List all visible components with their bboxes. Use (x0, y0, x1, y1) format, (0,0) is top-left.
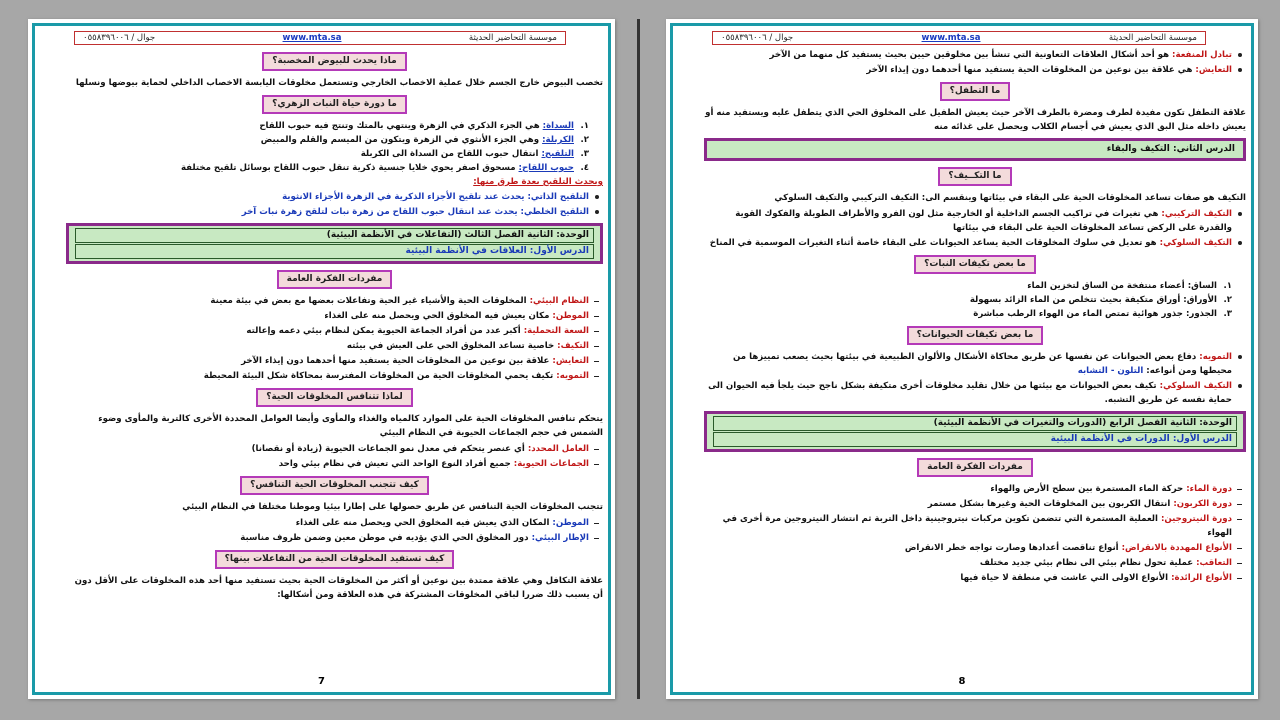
list-item: التلقيح الذاتي: يحدث عند تلقيح الأجزاء الذكرية في الزهرة الأجزاء الانثوية (66, 190, 589, 204)
question-heading: ما دورة حياة النبات الزهري؟ (262, 95, 407, 114)
list-item: الموطن: مكان يعيش فيه المخلوق الحي ويحصل منه على الغذاء (66, 309, 589, 323)
page-number: 8 (958, 676, 966, 687)
list-item: النظام البيئي: المخلوقات الحية والأشياء غير الحية وتفاعلات بعضها مع بعض في بيئة معينة (66, 294, 589, 308)
question-heading: لماذا تتنافس المخلوقات الحية؟ (256, 388, 413, 407)
list-item: التمويه: تكيف يحمي المخلوقات الحية من المخلوقات المفترسة بمحاكاة شكل البيئة المحيطة (66, 369, 589, 383)
paragraph: تتجنب المخلوقات الحية التنافس عن طريق حصولها على إطارا بيئيا وموطنا مختلفا في النظام البيئي (182, 502, 603, 512)
page-7 (28, 19, 615, 699)
unit-banner (704, 411, 1246, 452)
question-heading: كيف تستفيد المخلوقات الحية من التفاعلات بينها؟ (215, 550, 455, 569)
page-content (704, 47, 1246, 586)
header-phone: جوال / ٠٥٥٨٣٩٦٠٠٦ (721, 33, 794, 43)
header-url[interactable]: www.mta.sa (282, 33, 342, 43)
page-header (712, 31, 1206, 45)
lesson-title: الدرس الأول: الدورات في الأنظمة البيئية (713, 432, 1237, 447)
list-item: التلقيح الخلطي: يحدث عند انتقال حبوب اللقاح من زهرة نبات لتلقح زهرة نبات آخر (66, 205, 589, 219)
list-item: ٢. الكربلة: وهي الجزء الأنثوي في الزهرة ويتكون من الميسم والقلم والمبيض (260, 135, 589, 145)
paragraph: علاقة التطفل تكون مفيدة لطرف ومضرة بالطرف الآخر حيث يعيش الطفيل على المخلوق الحي الذي يتطفل عليه ويستفيد منه أو يعيش داخله مثل البق الذي يعيش في أجسام الكلاب ويحصل على غذائه منه (705, 108, 1246, 132)
list-item: التعاقب: عملية تحول نظام بيئي الى نظام بيئي جديد مختلف (704, 556, 1232, 570)
question-heading: مفردات الفكرة العامة (277, 270, 393, 289)
list-item: الأنواع الرائدة: الأنواع الاولى التي عاشت في منطقة لا حياة فيها (704, 571, 1232, 585)
list-item: ٣. الجذور: جذور هوائية تمتص الماء من الهواء الرطب مباشرة (973, 309, 1232, 319)
list-item: الموطن: المكان الذي يعيش فيه المخلوق الحي ويحصل منه على الغذاء (66, 516, 589, 530)
adapt-list (704, 207, 1246, 250)
page-header (74, 31, 566, 45)
list-item: ١. الساق: أعضاء منتفخة من الساق لتخزين الماء (1027, 281, 1232, 291)
header-org: موسسة التحاضير الحديثة (468, 33, 557, 43)
list-item: دورة الكربون: انتقال الكربون بين المخلوقات الحية وغيرها بشكل مستمر (704, 497, 1232, 511)
question-heading: كيف تتجنب المخلوقات الحية التنافس؟ (240, 476, 429, 495)
list-item: تبادل المنفعة: هو أحد أشكال العلاقات التعاونية التي تنشأ بين مخلوقين حيين بحيث يستفيد كل منهما من الآخر (704, 48, 1232, 62)
lesson-banner: الدرس الثاني: التكيف والبقاء (704, 138, 1246, 161)
list-item: التعايش: علاقة بين نوعين من المخلوقات الحية يستفيد منها أحدهما دون إيذاء الآخر (66, 354, 589, 368)
question-heading: ما التطفل؟ (940, 82, 1011, 101)
question-heading: مفردات الفكرة العامة (917, 458, 1033, 477)
list-item: العامل المحدد: أي عنصر يتحكم في معدل نمو الجماعات الحيوية (زيادة أو نقصانا) (66, 442, 589, 456)
pollination-list (66, 190, 603, 219)
list-item: الإطار البيئي: دور المخلوق الحي الذي يؤديه في موطن معين وضمن ظروف مناسبة (66, 531, 589, 545)
lesson-title: الدرس الأول: العلاقات في الأنظمة البيئية (75, 244, 594, 259)
avoid-list (66, 516, 603, 545)
plants-list (704, 279, 1246, 321)
question-heading: ما بعض تكيفات الحيوانات؟ (907, 326, 1044, 345)
paragraph: تخصب البيوض خارج الجسم خلال عملية الاخصاب الخارجي وتستعمل مخلوقات اليابسة الاخصاب الداخلي لحماية بيوضها ونسلها (75, 78, 603, 88)
list-item: التكيف التركيبي: هي تغيرات في تراكيب الجسم الداخلية أو الخارجية مثل لون الفرو والأطراف الطويلة والفكوك القوية والقدرة على الركض تساعد المخلوقات الحية على البقاء في بيئاتها (704, 207, 1232, 235)
unit-title: الوحدة: الثانية الفصل الثالث (التفاعلات في الأنظمة البيئية) (75, 228, 594, 243)
list-item: التكيف السلوكي: هو تعديل في سلوك المخلوقات الحية يساعد الحيوانات على البقاء خاصة أثناء التغيرات الموسمية في المناخ (704, 236, 1232, 250)
list-item: التكيف السلوكي: تكيف بعض الحيوانات مع بيئتها من خلال تقليد مخلوقات أخرى متكيفة بشكل ناجح حيث يلجأ فيه الحيوان الى حماية نفسه عن طريق التشبه. (704, 379, 1232, 407)
list-item: دورة النيتروجين: العملية المستمرة التي تتضمن تكوين مركبات نيتروجينية داخل التربة ثم انتشار النيتروجين مرة أخرى في الهواء (704, 512, 1232, 540)
list-item: ٤. حبوب اللقاح: مسحوق اصفر يحوي خلايا جنسية ذكرية تنقل حبوب اللقاح بوسائل تلقيح مختلفة (180, 163, 589, 173)
flower-list (66, 119, 603, 175)
page-gutter (637, 19, 640, 699)
list-item: التمويه: دفاع بعض الحيوانات عن نفسها عن طريق محاكاة الأشكال والألوان الطبيعية في بيئتها بحيث يصعب تمييزها من محيطها ومن أنواعه: التلون - التشابه (704, 350, 1232, 378)
paragraph: علاقة التكافل وهي علاقة ممتدة بين نوعين أو أكثر من المخلوقات الحية بحيث تستفيد منها أحد هذه المخلوقات على الأقل دون أن يسبب ذلك ضررا لباقي المخلوقات المشتركة في هذه العلاقة ومن أشكالها: (74, 576, 603, 600)
page-content (66, 47, 603, 604)
relation-list (704, 48, 1246, 77)
list-item: التكيف: خاصية تساعد المخلوق الحي على العيش في بيئته (66, 339, 589, 353)
list-item: دورة الماء: حركة الماء المستمرة بين سطح الأرض والهواء (704, 482, 1232, 496)
unit-banner (66, 223, 603, 264)
vocab-list (66, 294, 603, 383)
header-url[interactable]: www.mta.sa (921, 33, 981, 43)
list-item: الأنواع المهددة بالانقراض: أنواع تناقصت أعدادها وصارت تواجه خطر الانقراض (704, 541, 1232, 555)
page-number: 7 (318, 676, 325, 687)
question-heading: ماذا يحدث للبيوض المخصبة؟ (262, 52, 407, 71)
paragraph: يتحكم تنافس المخلوقات الحية على الموارد كالمياه والغذاء والمأوى وأيضا العوامل المحددة الأخرى كالتربة والمأوى وضوء الشمس في حجم الجماعات الحيوية في النظام البيئي (98, 414, 603, 438)
pollination-note: ويحدث التلقيح بعدة طرق منها: (473, 177, 603, 187)
header-phone: جوال / ٠٥٥٨٣٩٦٠٠٦ (83, 33, 156, 43)
list-item: ٣. التلقيح: انتقال حبوب اللقاح من السداة الى الكربلة (360, 149, 589, 159)
list-item: ١. السداة: هي الجزء الذكري في الزهرة وينتهي بالمتك وتنتج فيه حبوب اللقاح (259, 121, 589, 131)
page-8 (666, 19, 1258, 699)
animals-list (704, 350, 1246, 407)
header-org: موسسة التحاضير الحديثة (1108, 33, 1197, 43)
compete-list (66, 442, 603, 471)
list-item: السعة التحملية: أكبر عدد من أفراد الجماعة الحيوية يمكن لنظام بيئي دعمه وإعالته (66, 324, 589, 338)
unit-title: الوحدة: الثانية الفصل الرابع (الدورات والتغيرات في الأنظمة البيئية) (713, 416, 1237, 431)
list-item: التعايش: هي علاقة بين نوعين من المخلوقات الحية يستفيد منها أحدهما دون إيذاء الآخر (704, 63, 1232, 77)
paragraph: التكيف هو صفات تساعد المخلوقات الحية على البقاء في بيئاتها وينقسم الى: التكيف التركيبي والتكيف السلوكي (774, 193, 1246, 203)
list-item: الجماعات الحيوية: جميع أفراد النوع الواحد التي تعيش في نظام بيئي واحد (66, 457, 589, 471)
question-heading: ما التكــيف؟ (938, 167, 1011, 186)
question-heading: ما بعض تكيفات النبات؟ (914, 255, 1036, 274)
list-item: ٢. الأوراق: أوراق متكيفة بحيث تتخلص من الماء الزائد بسهولة (969, 295, 1232, 305)
vocab-list (704, 482, 1246, 585)
